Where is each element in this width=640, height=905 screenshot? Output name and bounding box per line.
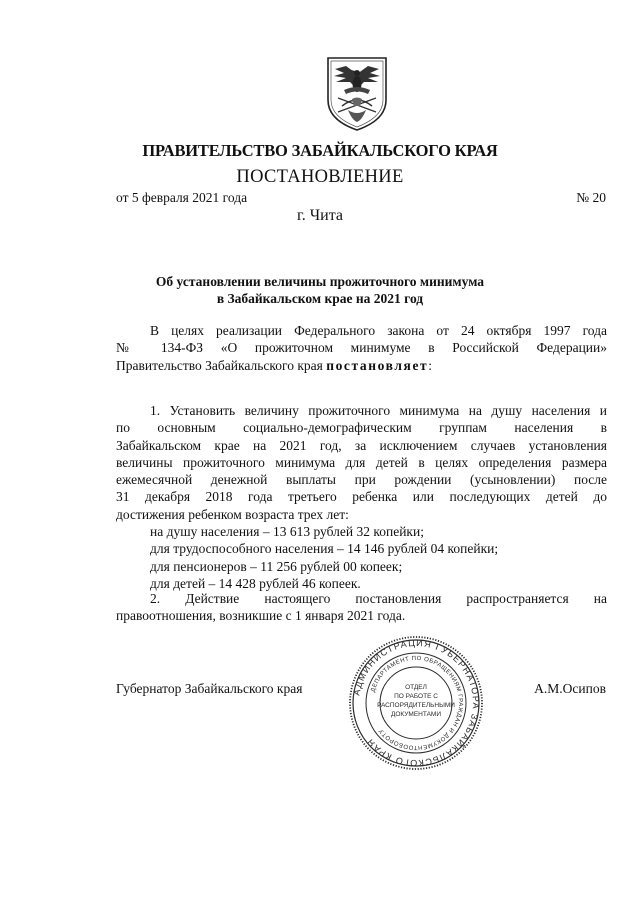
minimum-item-pensioners: для пенсионеров – 11 256 рублей 00 копеек; <box>150 558 403 574</box>
minimum-item-children: для детей – 14 428 рублей 46 копеек. <box>150 575 361 591</box>
stamp-center-line: РАСПОРЯДИТЕЛЬНЫМИ <box>377 702 455 709</box>
point-1 <box>116 402 607 592</box>
subject-line-1: Об установлении величины прожиточного минимума <box>155 274 485 289</box>
point1-line: Забайкальском крае на 2021 год, за исключением случаев установления <box>116 437 607 453</box>
intro-line-1: В целях реализации Федерального закона от 24 октября 1997 года <box>150 323 607 338</box>
intro-paragraph <box>116 322 607 374</box>
resolves-word: постановляет <box>326 357 429 373</box>
official-seal-icon <box>347 635 485 771</box>
document-subject <box>0 273 640 307</box>
signer-position: Губернатор Забайкальского края <box>116 681 303 696</box>
document-city: г. Чита <box>296 207 343 224</box>
point-2 <box>116 590 607 625</box>
stamp-inner-text: ДЕПАРТАМЕНТ ПО ОБРАЩЕНИЯМ ГРАЖДАН И ДОКУМЕНТООБОРОТУ <box>370 655 464 751</box>
government-name: ПРАВИТЕЛЬСТВО ЗАБАЙКАЛЬСКОГО КРАЯ <box>142 141 498 160</box>
point1-line: 31 декабря 2018 года третьего ребенка или последующих детей до <box>116 489 607 505</box>
point2-line-1: 2. Действие настоящего постановления распространяется на <box>150 591 607 606</box>
stamp-outer-text: АДМИНИСТРАЦИЯ ГУБЕРНАТОРА ЗАБАЙКАЛЬСКОГО КРАЯ <box>351 637 482 769</box>
intro-line-3-prefix: Правительство Забайкальского края <box>116 357 323 373</box>
stamp-center-line: ДОКУМЕНТАМИ <box>390 711 442 718</box>
point1-line: 1. Установить величину прожиточного минимума на душу населения и <box>150 403 607 418</box>
signer-name: А.М.Осипов <box>534 681 606 696</box>
document-type: ПОСТАНОВЛЕНИЕ <box>236 167 404 187</box>
point1-line: ежемесячной денежной выплаты при рождении (усыновлении) после <box>116 472 607 488</box>
intro-line-3-suffix: : <box>428 357 433 373</box>
point1-line: по основным социально-демографическим группам населения в <box>116 420 607 436</box>
subject-line-2: в Забайкальском крае на 2021 год <box>216 291 424 306</box>
coat-of-arms-icon <box>322 54 392 132</box>
point2-line-2: правоотношения, возникшие с 1 января 2021 года. <box>116 608 406 624</box>
intro-line-3 <box>116 357 607 374</box>
point1-line: достижения ребенком возраста трех лет: <box>116 506 349 522</box>
document-number: № 20 <box>576 190 606 205</box>
intro-line-2: № 134-ФЗ «О прожиточном минимуме в Российской Федерации» <box>116 340 607 356</box>
document-date: от 5 февраля 2021 года <box>116 190 248 205</box>
minimum-item-per-capita: на душу населения – 13 613 рублей 32 копейки; <box>150 524 424 540</box>
stamp-center-line: ОТДЕЛ <box>405 684 427 691</box>
point1-line: величины прожиточного минимума для детей в целях определения размера <box>116 454 607 470</box>
minimum-item-working-age: для трудоспособного населения – 14 146 рублей 04 копейки; <box>150 541 499 557</box>
stamp-center-line: ПО РАБОТЕ С <box>394 693 438 700</box>
